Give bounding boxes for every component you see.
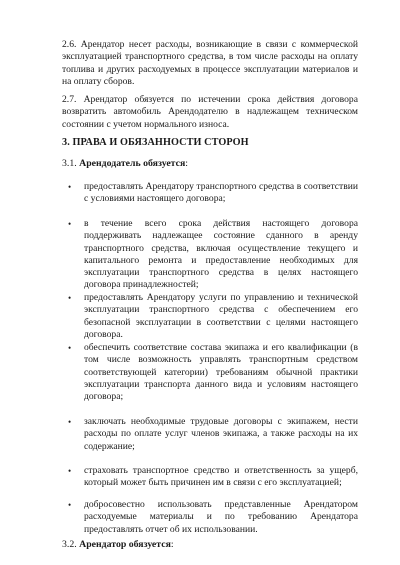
paragraph-2-7: 2.7. Арендатор обязуется по истечении срока действия договора возвратить автомобиль Арендодателю в надлежащем техническом состоянии с учетом нормального износа.: [62, 94, 358, 130]
paragraph-2-6: 2.6. Арендатор несет расходы, возникающие в связи с коммерческой эксплуатацией транспортного средства, в том числе расходы на оплату топлива и других расходуемых в процессе эксплуатации материалов и на оплату сборов.: [62, 39, 358, 87]
subsection-3-2-colon: :: [170, 539, 174, 550]
subsection-3-1-label: Арендодатель обязуется: [79, 158, 186, 169]
bullet-marker: •: [68, 293, 72, 303]
bullet-item-3: предоставлять Арендатору услуги по управлению и технической эксплуатации транспортного средства с обеспечением его безопасной эксплуатации в соответствии с целями настоящего договора.: [84, 292, 358, 340]
subsection-3-2-label: Арендатор обязуется: [79, 539, 171, 550]
bullet-item-5: заключать необходимые трудовые договоры с экипажем, нести расходы по оплате услуг членов экипажа, а также расходы на их содержание;: [84, 416, 358, 452]
subsection-3-1-colon: :: [185, 158, 188, 169]
subsection-3-1: [62, 158, 362, 169]
bullet-item-1: предоставлять Арендатору транспортного средства в соответствии с условиями настоящего договора;: [84, 181, 358, 205]
bullet-item-2: в течение всего срока действия настоящего договора поддерживать надлежащее состояние сданного в аренду транспортного средства, включая осуществление текущего и капитального ремонта и предоставление необходимых для эксплуатации транспортного средства в целях настоящего договора принадлежностей;: [84, 218, 358, 291]
subsection-3-2-number: 3.2.: [62, 539, 77, 550]
subsection-3-2: [62, 539, 362, 550]
bullet-item-4: обеспечить соответствие состава экипажа и его квалификации (в том числе возможность управлять транспортным средством соответствующей категории) требованиям обычной практики эксплуатации транспорта данного вида и условиям настоящего договора;: [84, 342, 358, 403]
bullet-item-6: страховать транспортное средство и ответственность за ущерб, который может быть причинен им в связи с его эксплуатацией;: [84, 465, 358, 489]
section-3-heading: 3. ПРАВА И ОБЯЗАННОСТИ СТОРОН: [62, 137, 249, 148]
bullet-marker: •: [68, 500, 72, 510]
bullet-marker: •: [68, 343, 72, 353]
bullet-marker: •: [68, 182, 72, 192]
bullet-marker: •: [68, 219, 72, 229]
bullet-marker: •: [68, 466, 72, 476]
bullet-marker: •: [68, 417, 72, 427]
bullet-item-7: добросовестно использовать представленные Арендатором расходуемые материалы и по требованию Арендатора предоставлять отчет об их использовании.: [84, 499, 358, 535]
subsection-3-1-number: 3.1.: [62, 158, 77, 169]
